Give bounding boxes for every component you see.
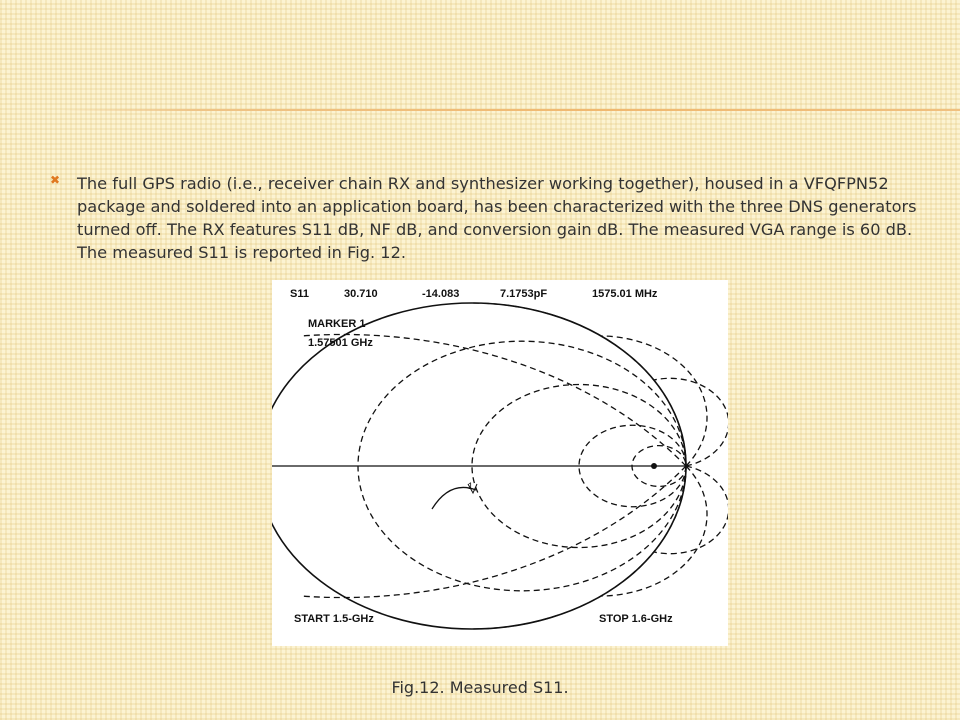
header-value3: 7.1753pF <box>500 288 548 300</box>
stop-frequency-label: STOP 1.6-GHz <box>599 613 673 625</box>
reactance-arc-plus4 <box>654 378 728 466</box>
smith-chart-figure <box>272 280 728 646</box>
marker-title: MARKER 1 <box>308 318 366 330</box>
header-value1: 30.710 <box>344 288 378 300</box>
start-frequency-label: START 1.5-GHz <box>294 613 374 625</box>
title-divider-line <box>60 109 960 111</box>
x-bullet-icon: ✖ <box>50 173 61 187</box>
smith-chart-svg <box>272 280 728 646</box>
marker-number: 1 <box>468 481 474 491</box>
reactance-arc-minus1 <box>472 466 686 629</box>
header-frequency: 1575.01 MHz <box>592 288 658 300</box>
bullet-text: The full GPS radio (i.e., receiver chain RX and synthesizer working together), housed in a VFQFPN52 package and soldered into an application board, has been characterized with the three DNS generators turned off. The RX features S11 dB, NF dB, and conversion gain dB. The measured VGA range is 60 dB. The measured S11 is reported in Fig. 12. <box>77 174 917 262</box>
reactance-arc-plus2 <box>601 336 707 466</box>
center-dot <box>651 463 657 469</box>
header-value2: -14.083 <box>422 288 460 300</box>
header-param: S11 <box>290 288 309 300</box>
marker-frequency: 1.57501 GHz <box>308 337 373 349</box>
figure-caption: Fig.12. Measured S11. <box>391 678 569 697</box>
reactance-arc-minus4 <box>654 466 728 554</box>
